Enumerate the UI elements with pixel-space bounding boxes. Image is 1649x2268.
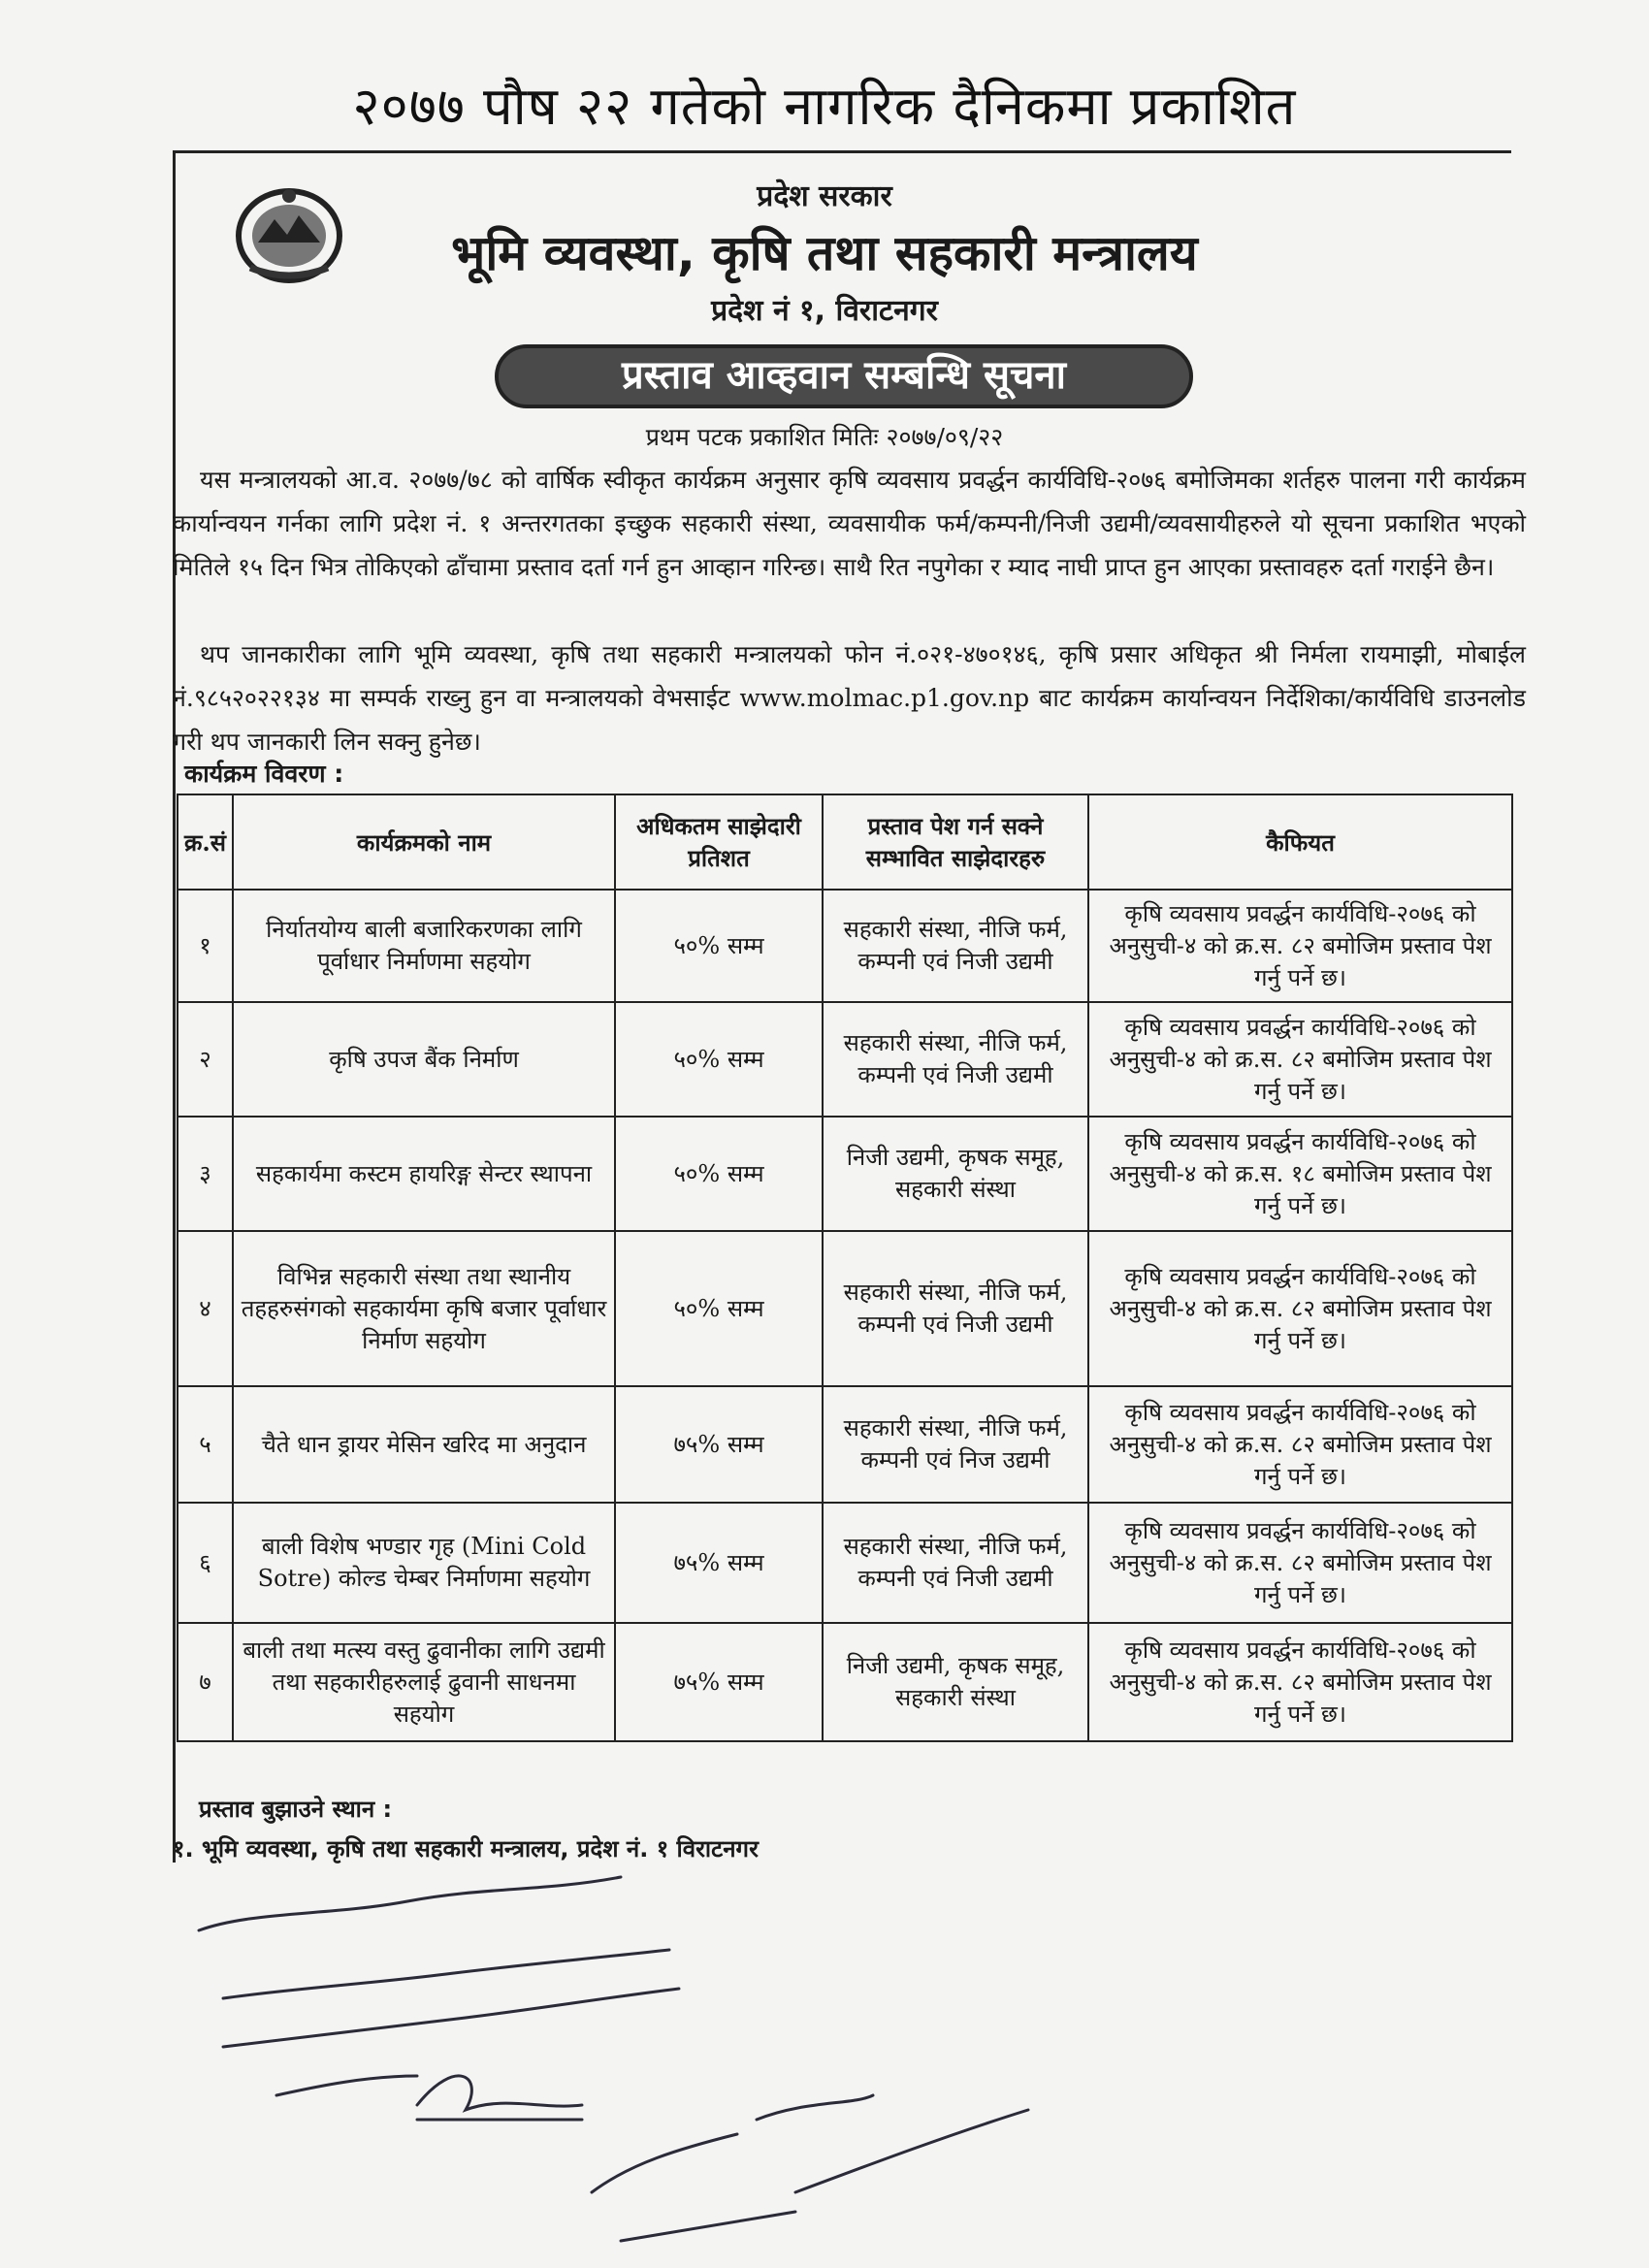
row-partners: सहकारी संस्था, नीजि फर्म, कम्पनी एवं निजी उद्यमी: [823, 1503, 1088, 1623]
table-header-row: [178, 794, 1512, 890]
row-partners: निजी उद्यमी, कृषक समूह, सहकारी संस्था: [823, 1117, 1088, 1231]
row-program-name: चैते धान ड्रायर मेसिन खरिद मा अनुदान: [233, 1386, 615, 1503]
row-partners: सहकारी संस्था, नीजि फर्म, कम्पनी एवं निजी उद्यमी: [823, 1002, 1088, 1117]
row-serial: २: [178, 1002, 233, 1117]
row-remarks: कृषि व्यवसाय प्रवर्द्धन कार्यविधि-२०७६ को अनुसुची-४ को क्र.स. ८२ बमोजिम प्रस्ताव पेश गर्नु पर्ने छ।: [1088, 1231, 1512, 1386]
row-serial: ७: [178, 1623, 233, 1741]
row-remarks: कृषि व्यवसाय प्रवर्द्धन कार्यविधि-२०७६ को अनुसुची-४ को क्र.स. १८ बमोजिम प्रस्ताव पेश गर्नु पर्ने छ।: [1088, 1117, 1512, 1231]
row-remarks: कृषि व्यवसाय प्रवर्द्धन कार्यविधि-२०७६ को अनुसुची-४ को क्र.स. ८२ बमोजिम प्रस्ताव पेश गर्नु पर्ने छ।: [1088, 1503, 1512, 1623]
row-serial: ५: [178, 1386, 233, 1503]
col-serial: क्र.सं: [178, 794, 233, 890]
row-program-name: सहकार्यमा कस्टम हायरिङ्ग सेन्टर स्थापना: [233, 1117, 615, 1231]
body-paragraph-2: थप जानकारीका लागि भूमि व्यवस्था, कृषि तथा सहकारी मन्त्रालयको फोन नं.०२१-४७०१४६, कृषि प्रसार अधिकृत श्री निर्मला रायमाझी, मोबाईल नं.९८५२०२२१३४ मा सम्पर्क राख्नु हुन वा मन्त्रालयको वेभसाईट www.molmac.p1.gov.np बाट कार्यक्रम कार्यान्वयन निर्देशिका/कार्यविधि डाउनलोड गरी थप जानकारी लिन सक्नु हुनेछ।: [173, 640, 1526, 756]
office-location: प्रदेश नं १, विराटनगर: [711, 294, 938, 328]
col-share: अधिकतम साझेदारी प्रतिशत: [615, 794, 823, 890]
row-program-name: विभिन्न सहकारी संस्था तथा स्थानीय तहहरुसंगको सहकार्यमा कृषि बजार पूर्वाधार निर्माण सहयोग: [233, 1231, 615, 1386]
row-remarks: कृषि व्यवसाय प्रवर्द्धन कार्यविधि-२०७६ को अनुसुची-४ को क्र.स. ८२ बमोजिम प्रस्ताव पेश गर्नु पर्ने छ।: [1088, 1623, 1512, 1741]
row-serial: ४: [178, 1231, 233, 1386]
row-serial: ६: [178, 1503, 233, 1623]
table-row: [178, 1002, 1512, 1117]
notice-banner: प्रस्ताव आव्हवान सम्बन्धि सूचना: [495, 344, 1193, 408]
row-partners: सहकारी संस्था, नीजि फर्म, कम्पनी एवं निज उद्यमी: [823, 1386, 1088, 1503]
program-details-heading: कार्यक्रम विवरण :: [184, 760, 344, 788]
col-partners: प्रस्ताव पेश गर्न सक्ने सम्भावित साझेदारहरु: [823, 794, 1088, 890]
row-partners: सहकारी संस्था, नीजि फर्म, कम्पनी एवं निजी उद्यमी: [823, 1231, 1088, 1386]
col-program-name: कार्यक्रमको नाम: [233, 794, 615, 890]
first-published-date: प्रथम पटक प्रकाशित मितिः २०७७/०९/२२: [645, 423, 1004, 451]
row-program-name: बाली तथा मत्स्य वस्तु ढुवानीका लागि उद्यमी तथा सहकारीहरुलाई ढुवानी साधनमा सहयोग: [233, 1623, 615, 1741]
table-row: [178, 1231, 1512, 1386]
body-paragraph-1: यस मन्त्रालयको आ.व. २०७७/७८ को वार्षिक स्वीकृत कार्यक्रम अनुसार कृषि व्यवसाय प्रवर्द्धन कार्यविधि-२०७६ बमोजिमका शर्तहरु पालना गरी कार्यक्रम कार्यान्वयन गर्नका लागि प्रदेश नं. १ अन्तरगतका इच्छुक सहकारी संस्था, व्यवसायीक फर्म/कम्पनी/निजी उद्यमी/व्यवसायीहरुले यो सूचना प्रकाशित भएको मितिले १५ दिन भित्र तोकिएको ढाँचामा प्रस्ताव दर्ता गर्न हुन आव्हान गरिन्छ। साथै रित नपुगेका र म्याद नाघी प्राप्त हुन आएका प्रस्तावहरु दर्ता गराईने छैन।: [173, 466, 1526, 581]
row-share: ७५% सम्म: [615, 1503, 823, 1623]
row-share: ७५% सम्म: [615, 1623, 823, 1741]
row-share: ५०% सम्म: [615, 1002, 823, 1117]
col-remarks: कैफियत: [1088, 794, 1512, 890]
table-row: [178, 890, 1512, 1002]
row-partners: सहकारी संस्था, नीजि फर्म, कम्पनी एवं निजी उद्यमी: [823, 890, 1088, 1002]
submission-place-heading: प्रस्ताव बुझाउने स्थान :: [199, 1796, 393, 1823]
row-remarks: कृषि व्यवसाय प्रवर्द्धन कार्यविधि-२०७६ को अनुसुची-४ को क्र.स. ८२ बमोजिम प्रस्ताव पेश गर्नु पर्ने छ।: [1088, 1002, 1512, 1117]
table-row: [178, 1623, 1512, 1741]
row-partners: निजी उद्यमी, कृषक समूह, सहकारी संस्था: [823, 1623, 1088, 1741]
government-label: प्रदेश सरकार: [757, 179, 892, 213]
row-share: ५०% सम्म: [615, 1117, 823, 1231]
row-remarks: कृषि व्यवसाय प्रवर्द्धन कार्यविधि-२०७६ को अनुसुची-४ को क्र.स. ८२ बमोजिम प्रस्ताव पेश गर्नु पर्ने छ।: [1088, 1386, 1512, 1503]
publication-line: २०७७ पौष २२ गतेको नागरिक दैनिकमा प्रकाशित: [352, 76, 1297, 137]
row-serial: ३: [178, 1117, 233, 1231]
row-remarks: कृषि व्यवसाय प्रवर्द्धन कार्यविधि-२०७६ को अनुसुची-४ को क्र.स. ८२ बमोजिम प्रस्ताव पेश गर्नु पर्ने छ।: [1088, 890, 1512, 1002]
row-program-name: कृषि उपज बैंक निर्माण: [233, 1002, 615, 1117]
row-share: ५०% सम्म: [615, 1231, 823, 1386]
row-program-name: निर्यातयोग्य बाली बजारिकरणका लागि पूर्वाधार निर्माणमा सहयोग: [233, 890, 615, 1002]
submission-place-item: १. भूमि व्यवस्था, कृषि तथा सहकारी मन्त्रालय, प्रदेश नं. १ विराटनगर: [173, 1835, 759, 1863]
table-row: [178, 1386, 1512, 1503]
row-share: ७५% सम्म: [615, 1386, 823, 1503]
table-row: [178, 1503, 1512, 1623]
program-table: [177, 794, 1513, 1742]
row-share: ५०% सम्म: [615, 890, 823, 1002]
row-program-name: बाली विशेष भण्डार गृह (Mini Cold Sotre) कोल्ड चेम्बर निर्माणमा सहयोग: [233, 1503, 615, 1623]
table-row: [178, 1117, 1512, 1231]
ministry-name: भूमि व्यवस्था, कृषि तथा सहकारी मन्त्रालय: [451, 225, 1198, 281]
row-serial: १: [178, 890, 233, 1002]
